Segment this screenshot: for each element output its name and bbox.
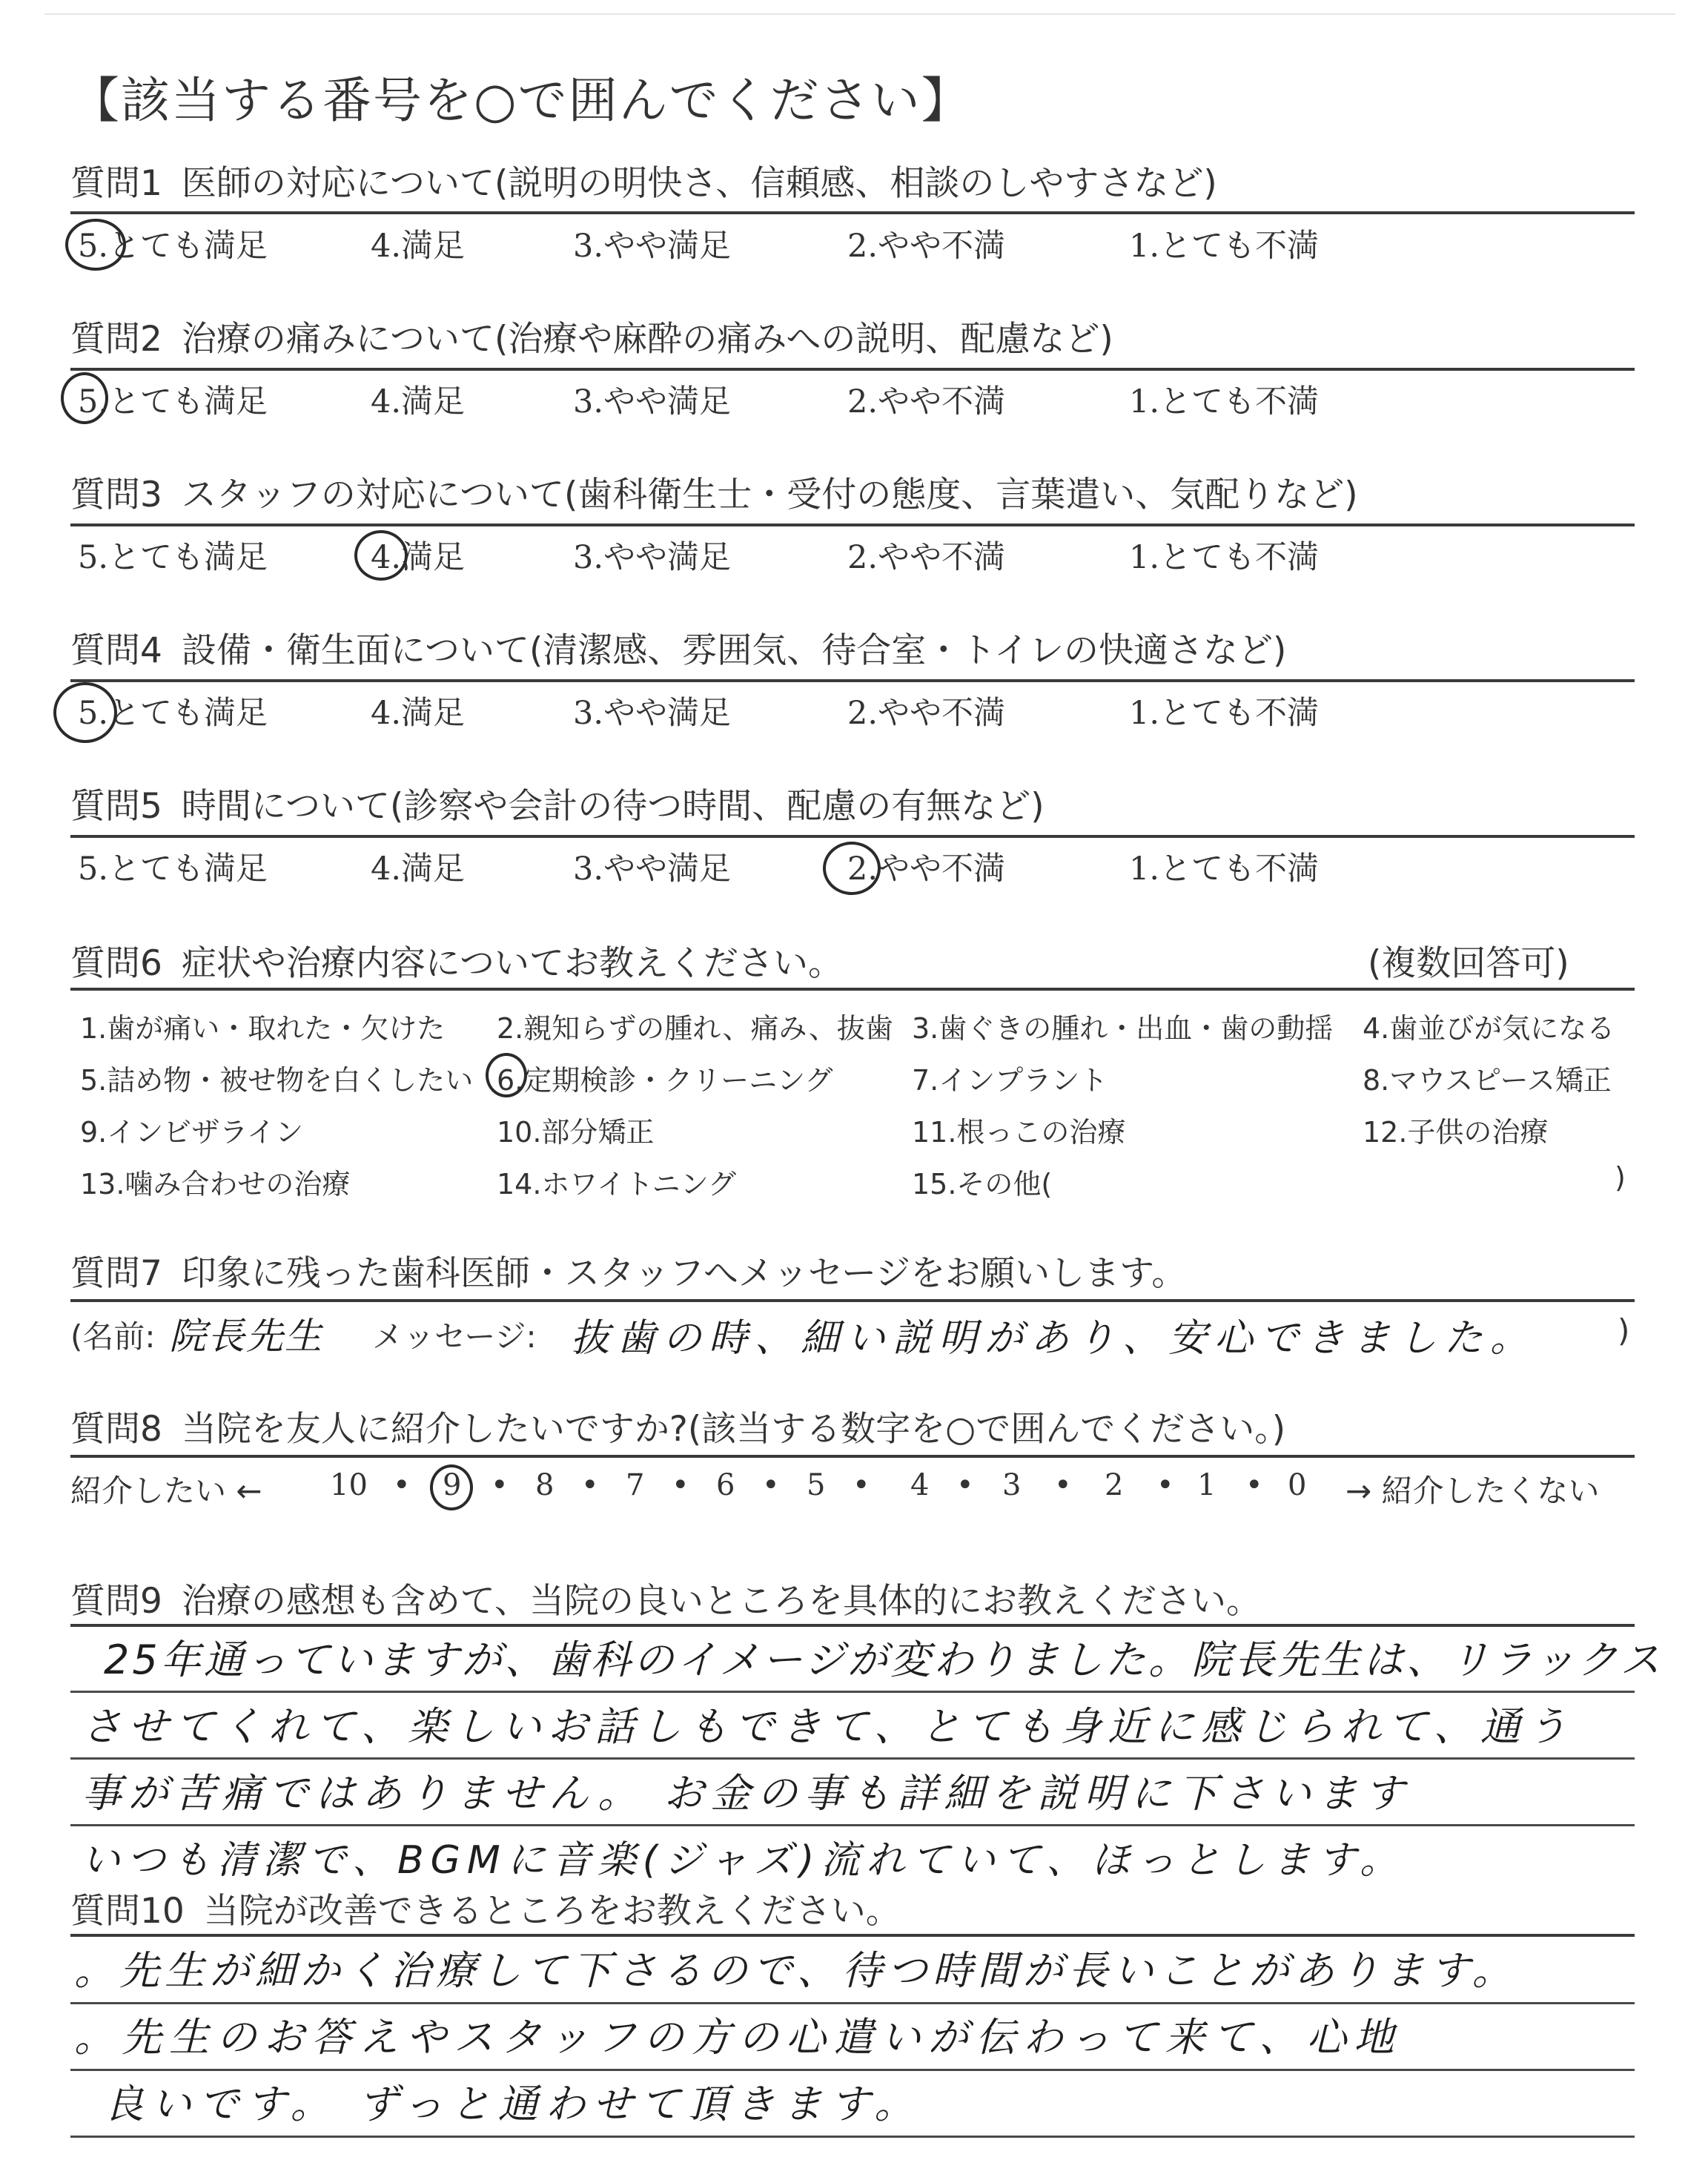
question-7-rule [70, 1299, 1635, 1302]
question-text: 当院を友人に紹介したいですか?(該当する数字を○で囲んでください。) [181, 1409, 1286, 1450]
scale-dot: • [491, 1468, 509, 1502]
q9-answer-line-4[interactable]: いつも清潔で、BGMに音楽(ジャズ)流れていて、ほっとします。 [82, 1838, 1406, 1883]
q4-option-4[interactable]: 4.満足 [371, 695, 466, 732]
q5-option-4[interactable]: 4.満足 [371, 851, 466, 888]
question-8-rule [70, 1455, 1635, 1458]
question-number: 質問7 [70, 1253, 162, 1294]
scale-dot: • [1245, 1468, 1263, 1502]
q1-option-1[interactable]: 1.とても不満 [1129, 228, 1320, 265]
top-divider [44, 13, 1675, 15]
q3-option-1[interactable]: 1.とても不満 [1129, 539, 1320, 576]
question-7-title [70, 1246, 1186, 1295]
q6-item-11[interactable]: 11.根っこの治療 [912, 1116, 1126, 1149]
q1-option-2[interactable]: 2.やや不満 [847, 228, 1006, 265]
scale-2[interactable]: 2 [1105, 1468, 1124, 1502]
question-text: 症状や治療内容についてお教えください。 [181, 943, 843, 984]
question-8-title [70, 1401, 1285, 1451]
question-4-rule [70, 679, 1635, 682]
selection-circle [53, 682, 117, 743]
q1-option-4[interactable]: 4.満足 [371, 228, 466, 265]
q2-option-4[interactable]: 4.満足 [371, 383, 466, 420]
question-number: 質問8 [70, 1409, 162, 1450]
q6-item-4[interactable]: 4.歯並びが気になる [1363, 1012, 1615, 1045]
question-text: 医師の対応について(説明の明快さ、信頼感、相談のしやすさなど) [181, 163, 1217, 204]
q6-item-6[interactable]: 6.定期検診・クリーニング [497, 1064, 833, 1097]
question-number: 質問9 [70, 1581, 162, 1622]
q2-option-1[interactable]: 1.とても不満 [1129, 383, 1320, 420]
question-number: 質問2 [70, 319, 162, 360]
question-text: 時間について(診察や会計の待つ時間、配慮の有無など) [181, 786, 1045, 827]
question-10-title [70, 1883, 901, 1933]
question-9-title [70, 1573, 1261, 1623]
recommend-right-label: → 紹介したくない [1345, 1473, 1600, 1509]
answer-line [70, 1824, 1635, 1826]
q6-item-1[interactable]: 1.歯が痛い・取れた・欠けた [80, 1012, 446, 1045]
question-text: 設備・衛生面について(清潔感、雰囲気、待合室・トイレの快適さなど) [181, 630, 1287, 671]
scale-9[interactable]: 9 [443, 1468, 462, 1502]
scale-dot: • [1054, 1468, 1072, 1502]
scale-dot: • [956, 1468, 974, 1502]
q4-option-1[interactable]: 1.とても不満 [1129, 695, 1320, 732]
selection-circle [61, 372, 108, 424]
q3-option-5[interactable]: 5.とても満足 [78, 539, 268, 576]
scale-dot: • [672, 1468, 689, 1502]
scale-dot: • [762, 1468, 780, 1502]
scale-dot: • [393, 1468, 411, 1502]
question-3-title [70, 467, 1358, 517]
q6-other-close: ) [1615, 1161, 1626, 1194]
q3-option-4[interactable]: 4.満足 [371, 539, 466, 576]
question-1-rule [70, 211, 1635, 214]
q6-item-9[interactable]: 9.インビザライン [80, 1116, 304, 1149]
question-6-rule [70, 988, 1635, 991]
q6-item-12[interactable]: 12.子供の治療 [1363, 1116, 1549, 1149]
q5-option-5[interactable]: 5.とても満足 [78, 851, 268, 888]
name-value[interactable]: 院長先生 [169, 1315, 323, 1358]
question-6-title [70, 936, 843, 985]
q6-item-3[interactable]: 3.歯ぐきの腫れ・出血・歯の動揺 [912, 1012, 1334, 1045]
name-label: (名前: [70, 1318, 156, 1355]
q1-option-3[interactable]: 3.やや満足 [573, 228, 732, 265]
q4-option-2[interactable]: 2.やや不満 [847, 695, 1006, 732]
q6-item-7[interactable]: 7.インプラント [912, 1064, 1108, 1097]
q6-item-14[interactable]: 14.ホワイトニング [497, 1168, 737, 1200]
q10-answer-line-1[interactable]: 。先生が細かく治療して下さるので、待つ時間が長いことがあります。 [74, 1947, 1517, 1994]
q6-item-2[interactable]: 2.親知らずの腫れ、痛み、抜歯 [497, 1012, 893, 1045]
selection-circle [823, 842, 881, 895]
question-2-title [70, 311, 1113, 361]
q6-item-10[interactable]: 10.部分矯正 [497, 1116, 655, 1149]
message-label: メッセージ: [372, 1318, 537, 1355]
scale-dot: • [581, 1468, 599, 1502]
question-number: 質問6 [70, 943, 162, 984]
q9-answer-line-2[interactable]: させてくれて、楽しいお話しもできて、とても身近に感じられて、通う [82, 1703, 1574, 1750]
q9-answer-line-3[interactable]: 事が苦痛ではありません。 お金の事も詳細を説明に下さいます [82, 1770, 1411, 1817]
question-2-rule [70, 368, 1635, 371]
q2-option-5[interactable]: 5.とても満足 [78, 383, 268, 420]
scale-4[interactable]: 4 [910, 1468, 930, 1502]
scale-1[interactable]: 1 [1197, 1468, 1217, 1502]
answer-line [70, 1691, 1635, 1693]
question-text: スタッフの対応について(歯科衛生士・受付の態度、言葉遣い、気配りなど) [181, 475, 1358, 515]
question-number: 質問4 [70, 630, 162, 671]
message-close: ) [1618, 1312, 1630, 1349]
q3-option-3[interactable]: 3.やや満足 [573, 539, 732, 576]
question-4-title [70, 623, 1286, 673]
q4-option-3[interactable]: 3.やや満足 [573, 695, 732, 732]
question-number: 質問10 [70, 1891, 185, 1932]
question-number: 質問5 [70, 786, 162, 827]
selection-circle [430, 1464, 473, 1510]
scale-dot: • [853, 1468, 870, 1502]
question-5-rule [70, 835, 1635, 838]
answer-line [70, 2069, 1635, 2071]
answer-line [70, 2136, 1635, 2138]
question-1-title [70, 156, 1217, 205]
q9-answer-line-1[interactable]: 25年通っていますが、歯科のイメージが変わりました。院長先生は、リラックス [104, 1636, 1664, 1683]
q2-option-3[interactable]: 3.やや満足 [573, 383, 732, 420]
question-5-title [70, 779, 1045, 828]
question-text: 治療の痛みについて(治療や麻酔の痛みへの説明、配慮など) [181, 319, 1113, 360]
selection-circle [486, 1053, 527, 1097]
q5-option-1[interactable]: 1.とても不満 [1129, 851, 1320, 888]
question-number: 質問1 [70, 163, 162, 204]
question-text: 当院が改善できるところをお教えください。 [203, 1891, 901, 1932]
page-title: 【該当する番号を○で囲んでください】 [70, 72, 972, 129]
q10-answer-line-3[interactable]: 良いです。 ずっと通わせて頂きます。 [104, 2081, 922, 2127]
multiple-answer-note: (複数回答可) [1368, 943, 1569, 984]
answer-line [70, 1757, 1635, 1760]
question-10-rule [70, 1934, 1635, 1937]
scale-dot: • [1156, 1468, 1174, 1502]
scale-5[interactable]: 5 [807, 1468, 826, 1502]
q6-item-15[interactable]: 15.その他( [912, 1168, 1053, 1200]
q5-option-2[interactable]: 2.やや不満 [847, 851, 1006, 888]
scale-7[interactable]: 7 [626, 1468, 645, 1502]
q6-item-13[interactable]: 13.噛み合わせの治療 [80, 1168, 351, 1200]
q6-item-8[interactable]: 8.マウスピース矯正 [1363, 1064, 1612, 1097]
scale-0[interactable]: 0 [1288, 1468, 1307, 1502]
answer-line [70, 2002, 1635, 2004]
question-3-rule [70, 524, 1635, 526]
message-value[interactable]: 抜歯の時、細い説明があり、安心できました。 [571, 1316, 1537, 1361]
recommend-left-label: 紹介したい ← [70, 1473, 262, 1509]
selection-circle [354, 530, 408, 581]
q4-option-5[interactable]: 5.とても満足 [78, 695, 268, 732]
selection-circle [65, 219, 126, 271]
question-9-rule [70, 1624, 1635, 1627]
q5-option-3[interactable]: 3.やや満足 [573, 851, 732, 888]
question-text: 印象に残った歯科医師・スタッフへメッセージをお願いします。 [181, 1253, 1187, 1294]
scale-8[interactable]: 8 [535, 1468, 555, 1502]
q6-item-5[interactable]: 5.詰め物・被せ物を白くしたい [80, 1064, 474, 1097]
scale-10[interactable]: 10 [330, 1468, 368, 1502]
q3-option-2[interactable]: 2.やや不満 [847, 539, 1006, 576]
q1-option-5[interactable]: 5.とても満足 [78, 228, 268, 265]
question-text: 治療の感想も含めて、当院の良いところを具体的にお教えください。 [181, 1581, 1261, 1622]
q10-answer-line-2[interactable]: 。先生のお答えやスタッフの方の心遣いが伝わって来て、心地 [74, 2014, 1402, 2061]
scale-3[interactable]: 3 [1002, 1468, 1022, 1502]
question-number: 質問3 [70, 475, 162, 515]
q2-option-2[interactable]: 2.やや不満 [847, 383, 1006, 420]
scale-6[interactable]: 6 [716, 1468, 735, 1502]
